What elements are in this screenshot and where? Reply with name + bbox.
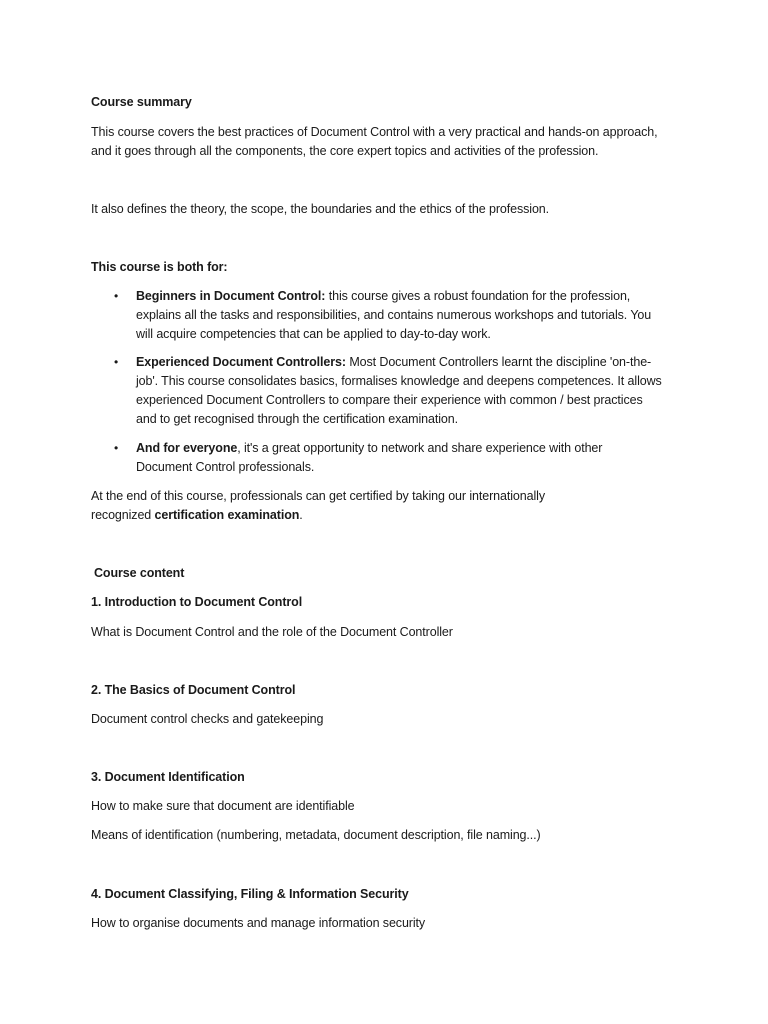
- section-text: How to make sure that document are identifiable: [91, 799, 355, 813]
- summary-scope-line: It also defines the theory, the scope, the boundaries and the ethics of the profession.: [91, 202, 550, 216]
- bullet-text: Most Document Controllers learnt the discipline 'on-the-: [345, 355, 652, 369]
- summary-paragraph-line: and it goes through all the components, the core expert topics and activities of the profession.: [91, 144, 599, 158]
- course-summary-heading: Course summary: [91, 95, 192, 109]
- bullet-line: Document Control professionals.: [136, 460, 315, 474]
- closing-line: [91, 507, 303, 523]
- bullet-marker: •: [114, 355, 119, 369]
- bullet-line: [136, 288, 630, 304]
- section-title: 3. Document Identification: [91, 770, 245, 784]
- bullet-line: explains all the tasks and responsibilities, and contains numerous workshops and tutorials. You: [136, 308, 652, 322]
- bullet-line: [136, 354, 651, 370]
- audience-heading: This course is both for:: [91, 260, 228, 274]
- summary-paragraph-line: This course covers the best practices of Document Control with a very practical and hands-on approach,: [91, 125, 658, 139]
- closing-text: .: [299, 508, 303, 522]
- bullet-text: this course gives a robust foundation for the profession,: [325, 289, 631, 303]
- closing-line: At the end of this course, professionals can get certified by taking our internationally: [91, 489, 545, 503]
- bullet-lead: Experienced Document Controllers:: [136, 355, 346, 369]
- bullet-line: [136, 440, 602, 456]
- bullet-lead: Beginners in Document Control:: [136, 289, 326, 303]
- bullet-text: , it's a great opportunity to network and share experience with other: [237, 441, 603, 455]
- section-title: 2. The Basics of Document Control: [91, 683, 296, 697]
- section-text: Means of identification (numbering, metadata, document description, file naming...): [91, 828, 541, 842]
- section-text: Document control checks and gatekeeping: [91, 712, 324, 726]
- bullet-marker: •: [114, 289, 119, 303]
- certification-text: certification examination: [154, 508, 300, 522]
- section-text: How to organise documents and manage information security: [91, 916, 426, 930]
- bullet-line: will acquire competencies that can be applied to day-to-day work.: [136, 327, 491, 341]
- bullet-line: and to get recognised through the certification examination.: [136, 412, 458, 426]
- section-title: 4. Document Classifying, Filing & Information Security: [91, 887, 409, 901]
- closing-text: recognized: [91, 508, 155, 522]
- course-content-heading: Course content: [94, 566, 185, 580]
- bullet-marker: •: [114, 441, 119, 455]
- bullet-line: experienced Document Controllers to compare their experience with common / best practices: [136, 393, 643, 407]
- bullet-line: job'. This course consolidates basics, formalises knowledge and deepens competences. It allows: [136, 374, 662, 388]
- bullet-lead: And for everyone: [136, 441, 238, 455]
- section-title: 1. Introduction to Document Control: [91, 595, 303, 609]
- section-text: What is Document Control and the role of the Document Controller: [91, 625, 453, 639]
